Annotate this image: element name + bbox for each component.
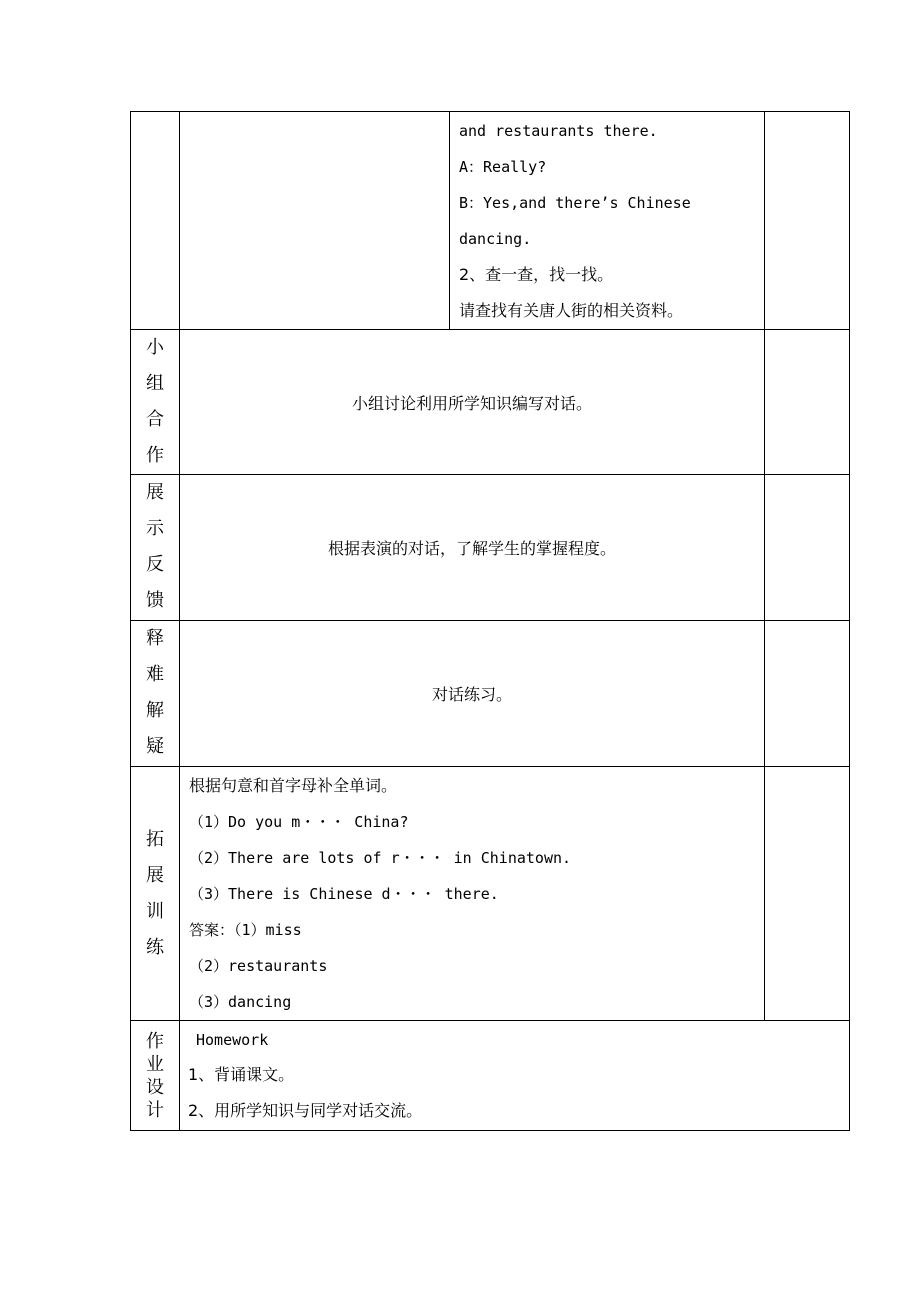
notes-cell bbox=[765, 330, 850, 475]
answer-line: （2）restaurants bbox=[189, 957, 328, 975]
label-char: 计 bbox=[146, 1099, 164, 1121]
continuation-row bbox=[131, 112, 850, 330]
feedback-content: 根据表演的对话，了解学生的掌握程度。 bbox=[180, 475, 765, 621]
label-char: 示 bbox=[146, 518, 164, 539]
label-char: 释 bbox=[146, 628, 164, 649]
row-label-explain bbox=[131, 621, 180, 767]
label-char: 合 bbox=[146, 409, 164, 430]
label-char: 训 bbox=[146, 900, 164, 922]
homework-content bbox=[180, 1021, 850, 1131]
group-work-content: 小组讨论利用所学知识编写对话。 bbox=[180, 330, 765, 475]
row-label-homework bbox=[131, 1021, 180, 1131]
label-char: 练 bbox=[146, 936, 164, 958]
row-label-extension bbox=[131, 767, 180, 1021]
dialogue-line: dancing. bbox=[459, 230, 532, 248]
label-char: 小 bbox=[146, 337, 164, 358]
dialogue-line: B：Yes,and there’s Chinese bbox=[459, 194, 691, 212]
label-char: 反 bbox=[146, 554, 164, 575]
answer-line: 答案：（1）miss bbox=[189, 921, 302, 939]
lesson-plan-table bbox=[130, 111, 850, 1131]
notes-cell bbox=[765, 621, 850, 767]
exercise-item: （1）Do you m・・・ China? bbox=[189, 813, 409, 831]
task-line: 2、查一查，找一找。 bbox=[459, 265, 614, 284]
exercise-item: （3）There is Chinese d・・・ there. bbox=[189, 885, 499, 903]
notes-cell bbox=[765, 475, 850, 621]
exercise-item: （2）There are lots of r・・・ in Chinatown. bbox=[189, 849, 572, 867]
homework-title: Homework bbox=[196, 1031, 269, 1049]
label-char: 业 bbox=[146, 1053, 164, 1075]
extension-row bbox=[131, 767, 850, 1021]
notes-cell bbox=[765, 767, 850, 1021]
label-char: 疑 bbox=[146, 736, 164, 757]
homework-row bbox=[131, 1021, 850, 1131]
label-char: 展 bbox=[146, 864, 164, 886]
answer-line: （3）dancing bbox=[189, 993, 292, 1011]
label-cell-empty bbox=[131, 112, 180, 330]
content-cell-empty bbox=[180, 112, 450, 330]
row-label-group-work bbox=[131, 330, 180, 475]
notes-cell bbox=[765, 112, 850, 330]
explain-row bbox=[131, 621, 850, 767]
group-work-row bbox=[131, 330, 850, 475]
explain-content: 对话练习。 bbox=[180, 621, 765, 767]
dialogue-line: A：Really? bbox=[459, 158, 547, 176]
label-char: 拓 bbox=[146, 828, 164, 850]
label-char: 难 bbox=[146, 664, 164, 685]
feedback-row bbox=[131, 475, 850, 621]
dialogue-line: and restaurants there. bbox=[459, 122, 658, 140]
dialogue-cell bbox=[450, 112, 765, 330]
label-char: 展 bbox=[146, 482, 164, 503]
exercise-instruction: 根据句意和首字母补全单词。 bbox=[189, 776, 398, 795]
extension-content bbox=[180, 767, 765, 1021]
label-char: 组 bbox=[146, 373, 164, 394]
homework-item: 1、背诵课文。 bbox=[188, 1065, 295, 1084]
row-label-feedback bbox=[131, 475, 180, 621]
homework-item: 2、用所学知识与同学对话交流。 bbox=[188, 1101, 423, 1120]
task-line: 请查找有关唐人街的相关资料。 bbox=[459, 301, 684, 320]
label-char: 设 bbox=[146, 1076, 164, 1098]
label-char: 馈 bbox=[146, 590, 164, 611]
label-char: 作 bbox=[146, 1030, 164, 1052]
label-char: 作 bbox=[146, 445, 164, 466]
label-char: 解 bbox=[146, 700, 164, 721]
